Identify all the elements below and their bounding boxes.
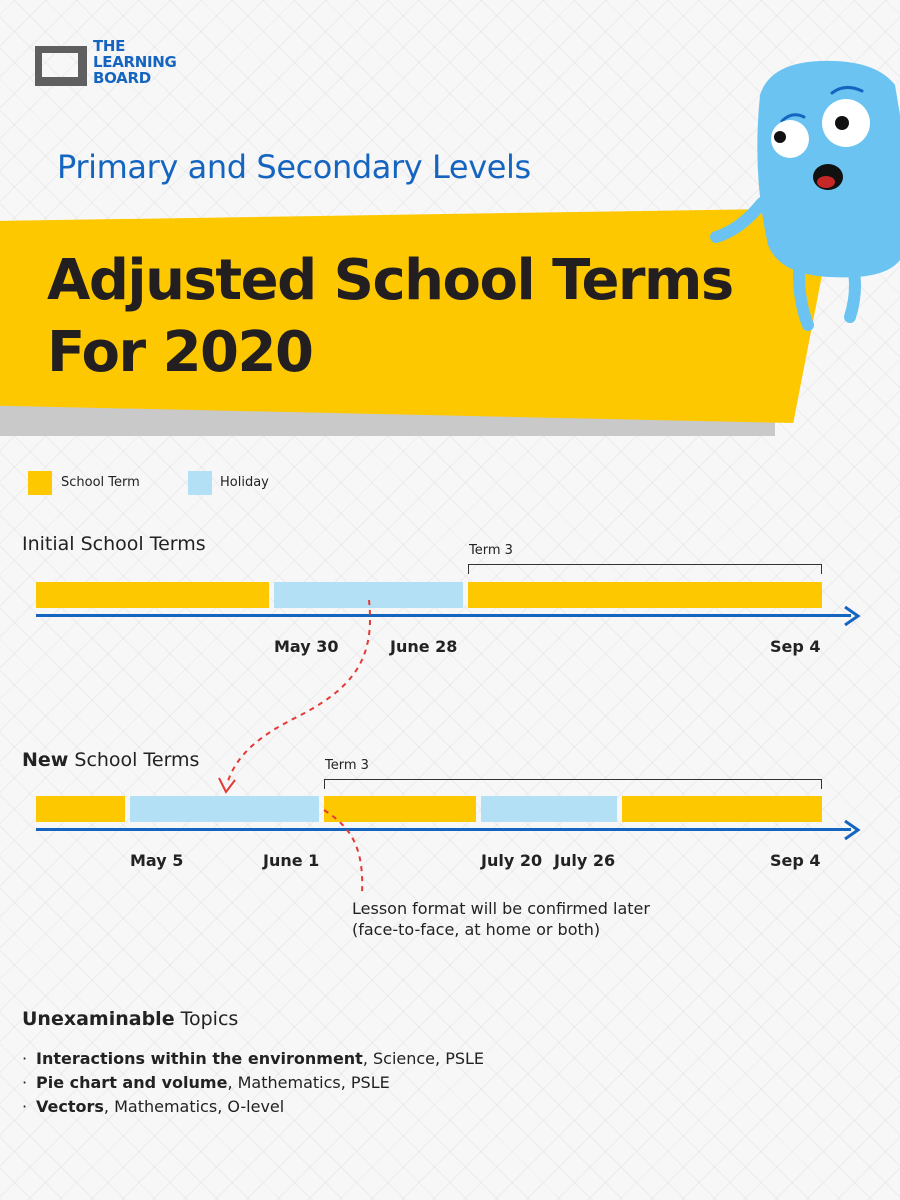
new-date-july20: July 20 xyxy=(481,851,543,870)
note-line-2: (face-to-face, at home or both) xyxy=(352,920,601,939)
initial-date-may30: May 30 xyxy=(274,637,339,656)
topic-item-rest: , Mathematics, PSLE xyxy=(227,1073,390,1092)
new-date-sep4: Sep 4 xyxy=(770,851,821,870)
initial-timeline-axis xyxy=(36,614,851,617)
new-term3-label: Term 3 xyxy=(325,758,369,773)
new-date-july26: July 26 xyxy=(554,851,616,870)
initial-term3-bracket xyxy=(468,564,822,574)
initial-date-june28: June 28 xyxy=(390,637,458,656)
topic-item-rest: , Science, PSLE xyxy=(362,1049,485,1068)
subtitle: Primary and Secondary Levels xyxy=(57,148,531,186)
mascot-pupil-left xyxy=(774,131,786,143)
topic-item-bold: Pie chart and volume xyxy=(36,1073,228,1092)
mascot-illustration xyxy=(700,55,900,345)
topic-item: · Vectors, Mathematics, O-level xyxy=(22,1097,285,1116)
topics-title xyxy=(22,1008,238,1030)
initial-date-sep4: Sep 4 xyxy=(770,637,821,656)
initial-term3-label: Term 3 xyxy=(469,543,513,558)
topic-item: · Pie chart and volume, Mathematics, PSLE xyxy=(22,1073,390,1092)
logo xyxy=(35,38,210,94)
topic-item-bold: Vectors xyxy=(36,1097,104,1116)
legend-school-term-label: School Term xyxy=(61,475,140,490)
legend-holiday-label: Holiday xyxy=(220,475,269,490)
legend-school-term-swatch xyxy=(28,471,52,495)
logo-board-icon xyxy=(35,46,87,86)
new-term-bar-1 xyxy=(36,796,125,822)
new-terms-title-rest: School Terms xyxy=(68,749,200,771)
page-title xyxy=(47,245,733,389)
shift-arrow-head-icon xyxy=(219,778,235,792)
note-line-1: Lesson format will be confirmed later xyxy=(352,899,650,918)
new-terms-title-bold: New xyxy=(22,749,69,771)
new-timeline-axis xyxy=(36,828,851,831)
new-terms-title xyxy=(22,749,199,771)
new-axis-arrow-icon xyxy=(843,820,861,840)
topic-item: · Interactions within the environment, Science, PSLE xyxy=(22,1049,485,1068)
new-date-may5: May 5 xyxy=(130,851,184,870)
logo-line-1: THE xyxy=(93,37,126,55)
new-holiday-bar-1 xyxy=(130,796,319,822)
legend-holiday-swatch xyxy=(188,471,212,495)
topics-title-bold: Unexaminable xyxy=(22,1008,175,1030)
title-line-1: Adjusted School Terms xyxy=(47,248,733,313)
logo-text xyxy=(93,38,177,86)
topics-title-rest: Topics xyxy=(174,1008,239,1030)
new-term-bar-3b xyxy=(622,796,822,822)
note-pointer xyxy=(322,808,372,898)
initial-term-bar-3 xyxy=(468,582,822,608)
logo-line-2: LEARNING xyxy=(93,53,177,71)
logo-line-3: BOARD xyxy=(93,69,151,87)
mascot-pupil-right xyxy=(835,116,849,130)
topic-item-bold: Interactions within the environment xyxy=(36,1049,363,1068)
mascot-tongue xyxy=(817,176,835,188)
mascot-arm xyxy=(716,203,762,237)
new-holiday-bar-2 xyxy=(481,796,617,822)
initial-terms-title: Initial School Terms xyxy=(22,533,206,555)
topic-item-rest: , Mathematics, O-level xyxy=(103,1097,285,1116)
title-line-2: For 2020 xyxy=(47,320,313,385)
initial-axis-arrow-icon xyxy=(843,606,861,626)
lesson-format-note xyxy=(352,898,650,940)
new-date-june1: June 1 xyxy=(263,851,320,870)
new-term3-bracket xyxy=(324,779,822,789)
